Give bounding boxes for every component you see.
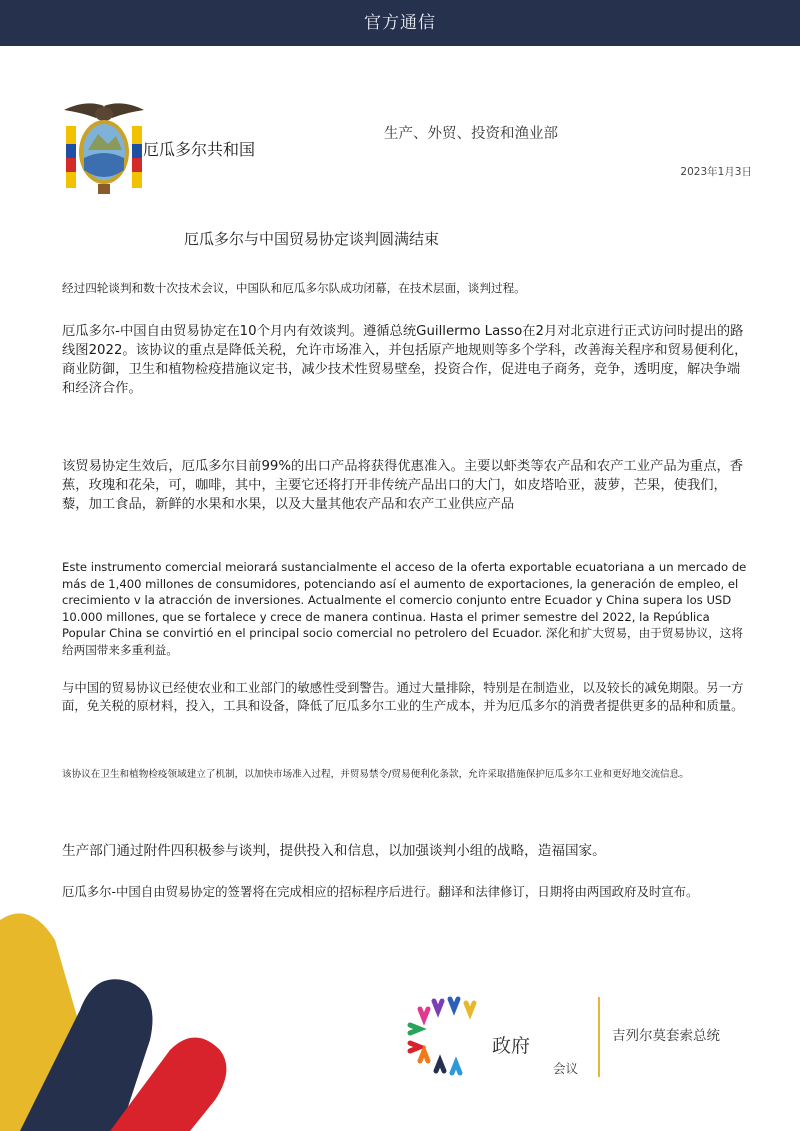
paragraph-7: 生产部门通过附件四积极参与谈判，提供投入和信息，以加强谈判小组的战略，造福国家。 (62, 843, 606, 859)
paragraph-4: Este instrumento comercial meiorará sustancialmente el acceso de la oferta exportable ecuatoriana a un mercado de más de 1,400 millones de consumidores, potenciando así el aumento de exportaciones, la generación de empleo, el crecimiento v la atracción de inversiones. Actualmente el comercio conjunto entre Ecuador y China supera los USD 10.000 millones, que se fortalece y crece de manera continua. Hasta el primer semestre del 2022, la República Popular China se convirtió en el principal socio comercial no petrolero del Ecuador. 深化和扩大贸易，由于贸易协议，这将给两国带来多重利益。 (62, 560, 747, 657)
president-label: 吉列尔莫套索总统 (612, 1028, 720, 1044)
country-name: 厄瓜多尔共和国 (143, 140, 256, 159)
paragraph-5: 与中国的贸易协议已经使农业和工业部门的敏感性受到警告。通过大量排除，特别是在制造业，以及较长的减免期限。另一方面，免关税的原材料，投入，工具和设备，降低了厄瓜多尔工业的生产成本，并为厄瓜多尔的消费者提供更多的品种和质量。 (62, 680, 744, 713)
government-label: 政府 (492, 1035, 531, 1057)
footer-divider (598, 997, 600, 1077)
government-logo-icon (406, 995, 490, 1079)
header-bar (0, 0, 800, 46)
decorative-ribbons (0, 900, 230, 1131)
paragraph-2: 厄瓜多尔-中国自由贸易协定在10个月内有效谈判。遵循总统Guillermo Lasso在2月对北京进行正式访问时提出的路线图2022。该协议的重点是降低关税，允许市场准入，并包括原产地规则等多个学科，改善海关程序和贸易便利化，商业防御，卫生和植物检疫措施议定书，减少技术性贸易壁垒，投资合作，促进电子商务，竞争，透明度，解决争端和经济合作。 (62, 324, 748, 396)
coat-of-arms-icon (58, 100, 150, 200)
government-sub-label: 会议 (553, 1061, 579, 1076)
document-title: 厄瓜多尔与中国贸易协定谈判圆满结束 (184, 230, 440, 248)
header-title: 官方通信 (364, 13, 436, 33)
paragraph-3: 该贸易协定生效后，厄瓜多尔目前99%的出口产品将获得优惠准入。主要以虾类等农产品和农产工业产品为重点，香蕉，玫瑰和花朵，可，咖啡，其中，主要它还将打开非传统产品出口的大门，如皮塔哈亚，菠萝，芒果，使我们，藜，加工食品，新鲜的水果和水果，以及大量其他农产品和农产工业供应产品 (62, 459, 744, 512)
ministry-name: 生产、外贸、投资和渔业部 (384, 126, 558, 142)
paragraph-1: 经过四轮谈判和数十次技术会议，中国队和厄瓜多尔队成功闭幕，在技术层面，谈判过程。 (62, 281, 526, 295)
paragraph-8: 厄瓜多尔-中国自由贸易协定的签署将在完成相应的招标程序后进行。翻译和法律修订，日期将由两国政府及时宣布。 (62, 884, 699, 899)
paragraph-6: 该协议在卫生和植物检疫领域建立了机制，以加快市场准入过程，并贸易禁令/贸易便利化条款，允许采取措施保护厄瓜多尔工业和更好地交流信息。 (62, 769, 689, 780)
document-date: 2023年1月3日 (680, 166, 752, 178)
